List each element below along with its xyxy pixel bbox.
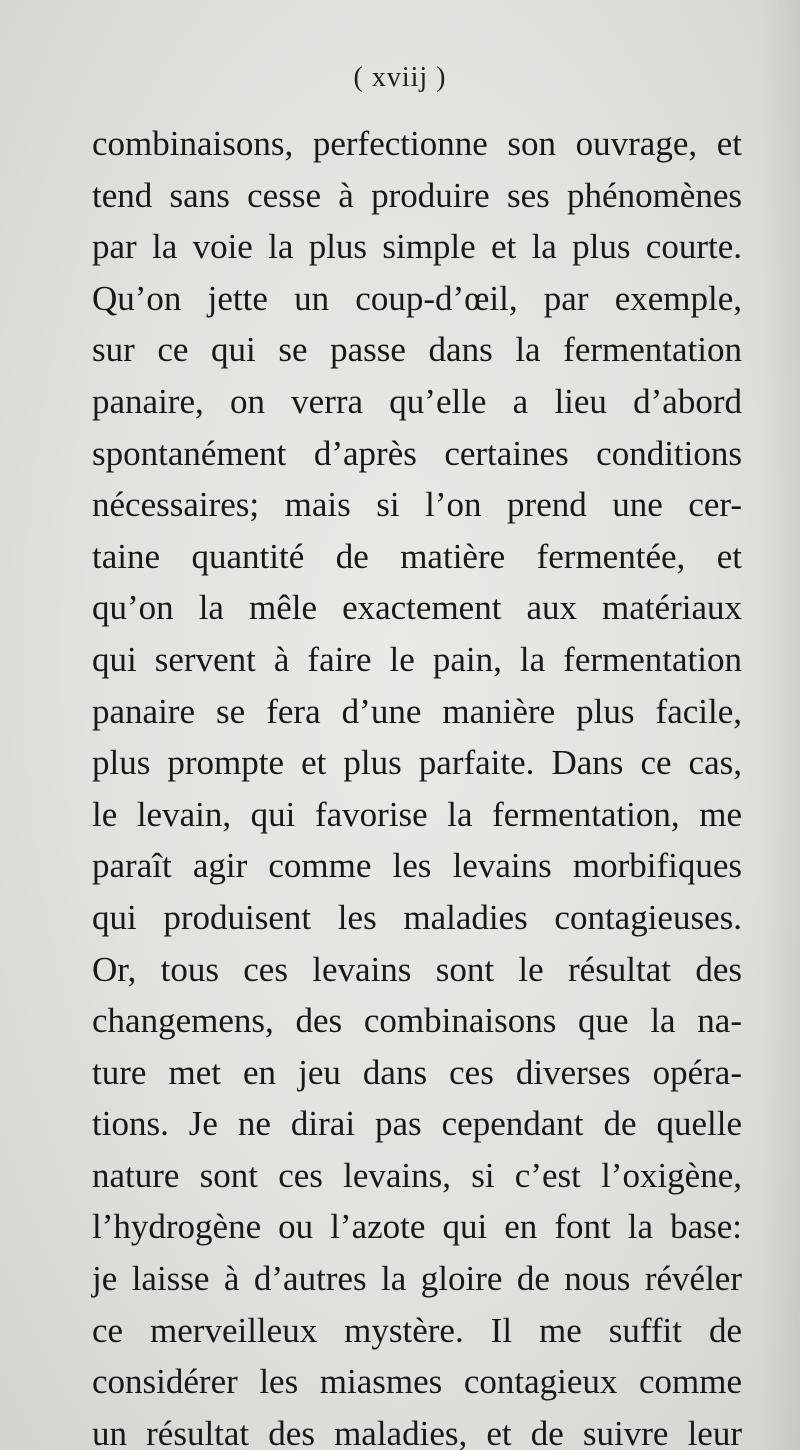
text-line: changemens, des combinaisons que la na- bbox=[92, 1001, 742, 1041]
page-number-header: ( xviij ) bbox=[353, 62, 447, 93]
text-line: taine quantité de matière fermentée, et bbox=[92, 536, 742, 576]
text-line: nécessaires; mais si l’on prend une cer- bbox=[92, 485, 742, 525]
text-line: sur ce qui se passe dans la fermentation bbox=[92, 330, 742, 370]
text-line: qui servent à faire le pain, la fermentation bbox=[92, 639, 742, 679]
text-line: plus prompte et plus parfaite. Dans ce cas, bbox=[92, 743, 742, 783]
text-line: le levain, qui favorise la fermentation, me bbox=[92, 794, 742, 834]
text-line: panaire, on verra qu’elle a lieu d’abord bbox=[92, 381, 742, 421]
text-line: Or, tous ces levains sont le résultat des bbox=[92, 949, 742, 989]
text-line: qui produisent les maladies contagieuses. bbox=[92, 897, 742, 937]
text-line: je laisse à d’autres la gloire de nous révéler bbox=[92, 1259, 742, 1299]
text-line: spontanément d’après certaines conditions bbox=[92, 433, 742, 473]
text-line: ce merveilleux mystère. Il me suffit de bbox=[92, 1310, 742, 1350]
page-edge-shadow bbox=[760, 0, 800, 1450]
text-line: paraît agir comme les levains morbifiques bbox=[92, 846, 742, 886]
text-line: considérer les miasmes contagieux comme bbox=[92, 1362, 742, 1402]
text-line: l’hydrogène ou l’azote qui en font la base: bbox=[92, 1207, 742, 1247]
text-line: ture met en jeu dans ces diverses opéra- bbox=[92, 1052, 742, 1092]
text-line: Qu’on jette un coup-d’œil, par exemple, bbox=[92, 278, 742, 318]
text-line: qu’on la mêle exactement aux matériaux bbox=[92, 588, 742, 628]
body-text bbox=[92, 118, 742, 1450]
text-line: nature sont ces levains, si c’est l’oxigène, bbox=[92, 1155, 742, 1195]
text-line: panaire se fera d’une manière plus facile, bbox=[92, 691, 742, 731]
text-line: tions. Je ne dirai pas cependant de quelle bbox=[92, 1104, 742, 1144]
text-line: un résultat des maladies, et de suivre leur bbox=[92, 1413, 742, 1450]
text-line: par la voie la plus simple et la plus courte. bbox=[92, 227, 742, 267]
text-line: combinaisons, perfectionne son ouvrage, et bbox=[92, 124, 742, 163]
text-line: tend sans cesse à produire ses phénomènes bbox=[92, 175, 742, 215]
